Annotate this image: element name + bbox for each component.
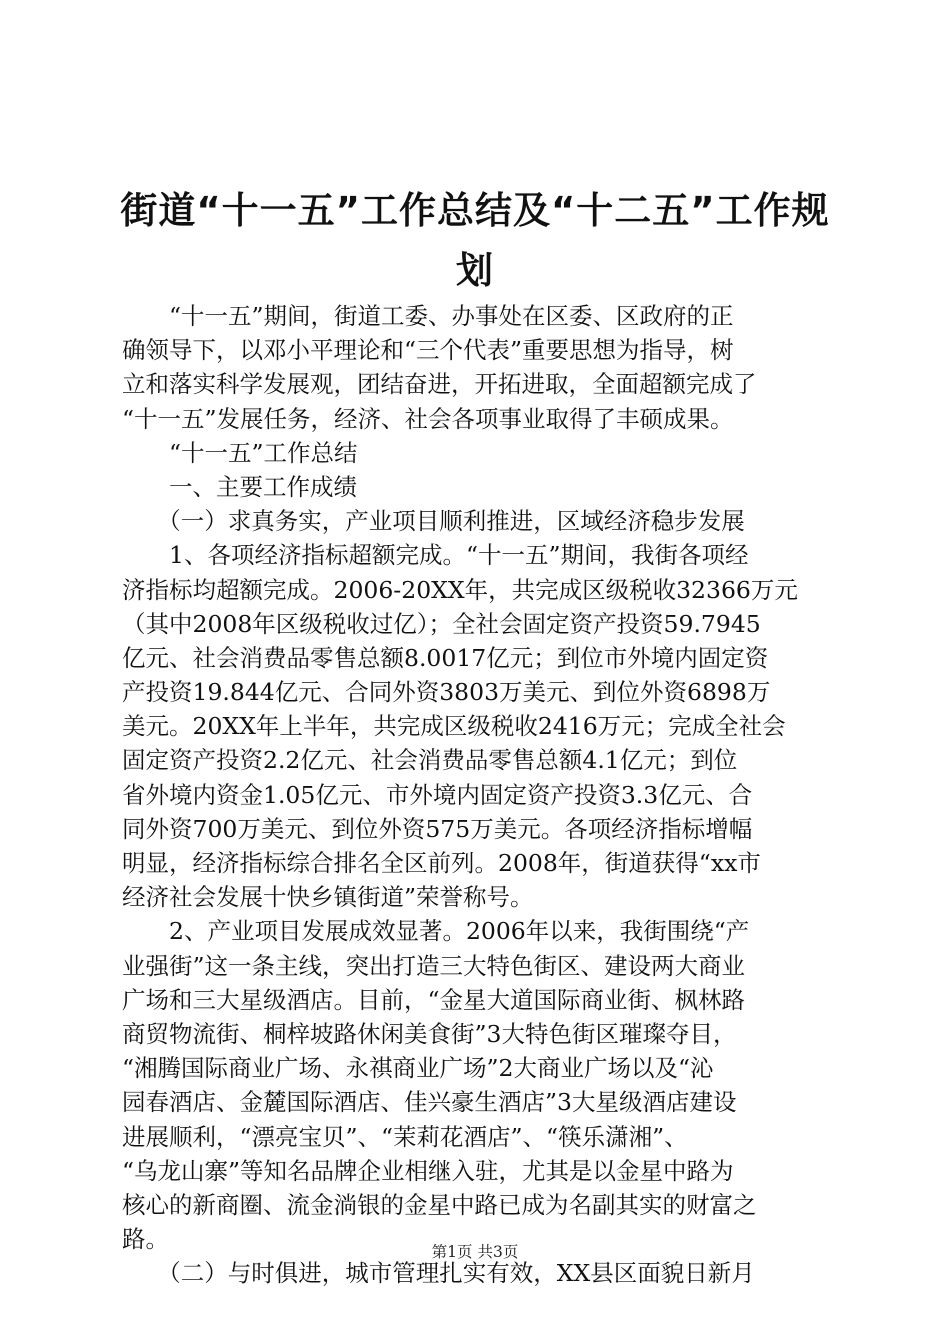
document-body bbox=[122, 299, 842, 1290]
body-line: 同外资700万美元、到位外资575万美元。各项经济指标增幅 bbox=[122, 814, 753, 843]
body-line: 济指标均超额完成。2006-20XX年，共完成区级税收32366万元 bbox=[122, 575, 798, 604]
body-line: 2、产业项目发展成效显著。2006年以来，我街围绕“产 bbox=[122, 917, 750, 946]
body-line: 1、各项经济指标超额完成。“十一五”期间，我街各项经 bbox=[122, 541, 749, 570]
body-line: “湘腾国际商业广场、永祺商业广场”2大商业广场以及“沁 bbox=[122, 1054, 714, 1083]
body-line: 确领导下，以邓小平理论和“三个代表”重要思想为指导，树 bbox=[122, 336, 734, 365]
body-line: 固定资产投资2.2亿元、社会消费品零售总额4.1亿元；到位 bbox=[122, 746, 738, 775]
body-line: 广场和三大星级酒店。目前，“金星大道国际商业街、枫林路 bbox=[122, 985, 746, 1014]
body-line: 路。 bbox=[122, 1225, 169, 1254]
body-line: 核心的新商圈、流金淌银的金星中路已成为名副其实的财富之 bbox=[122, 1190, 757, 1219]
body-line: 立和落实科学发展观，团结奋进，开拓进取，全面超额完成了 bbox=[122, 370, 757, 399]
body-line: “乌龙山寨”等知名品牌企业相继入驻，尤其是以金星中路为 bbox=[122, 1156, 734, 1185]
section-heading: “十一五”工作总结 bbox=[122, 438, 358, 467]
body-line: 亿元、社会消费品零售总额8.0017亿元；到位市外境内固定资 bbox=[122, 643, 769, 672]
document-title-line-2: 划 bbox=[456, 249, 494, 292]
body-line: 明显，经济指标综合排名全区前列。2008年，街道获得“xx市 bbox=[122, 849, 761, 877]
body-line: 业强街”这一条主线，突出打造三大特色街区、建设两大商业 bbox=[122, 951, 746, 980]
body-line: “十一五”期间，街道工委、办事处在区委、区政府的正 bbox=[122, 302, 734, 330]
document-title-line-1: 街道“十一五”工作总结及“十二五”工作规 bbox=[120, 189, 830, 232]
subsection-heading: （一）求真务实，产业项目顺利推进，区域经济稳步发展 bbox=[122, 507, 745, 536]
body-line: 省外境内资金1.05亿元、市外境内固定资产投资3.3亿元、合 bbox=[122, 780, 753, 809]
subsection-heading: （二）与时俱进，城市管理扎实有效，XX县区面貌日新月 bbox=[122, 1259, 755, 1288]
body-line: 商贸物流街、桐梓坡路休闲美食街”3大特色街区璀璨夺目， bbox=[122, 1019, 737, 1048]
body-line: 园春酒店、金麓国际酒店、佳兴豪生酒店”3大星级酒店建设 bbox=[122, 1088, 737, 1117]
body-line: 美元。20XX年上半年，共完成区级税收2416万元；完成全社会 bbox=[122, 712, 786, 741]
section-heading: 一、主要工作成绩 bbox=[122, 472, 357, 501]
page-number-footer: 第1页 共3页 bbox=[431, 1243, 519, 1261]
body-line: （其中2008年区级税收过亿）；全社会固定资产投资59.7945 bbox=[122, 609, 761, 638]
body-line: “十一五”发展任务，经济、社会各项事业取得了丰硕成果。 bbox=[122, 404, 734, 433]
body-line: 进展顺利，“漂亮宝贝”、“茉莉花酒店”、“筷乐潇湘”、 bbox=[122, 1122, 688, 1151]
body-line: 产投资19.844亿元、合同外资3803万美元、到位外资6898万 bbox=[122, 678, 771, 707]
body-line: 经济社会发展十快乡镇街道”荣誉称号。 bbox=[122, 883, 534, 912]
